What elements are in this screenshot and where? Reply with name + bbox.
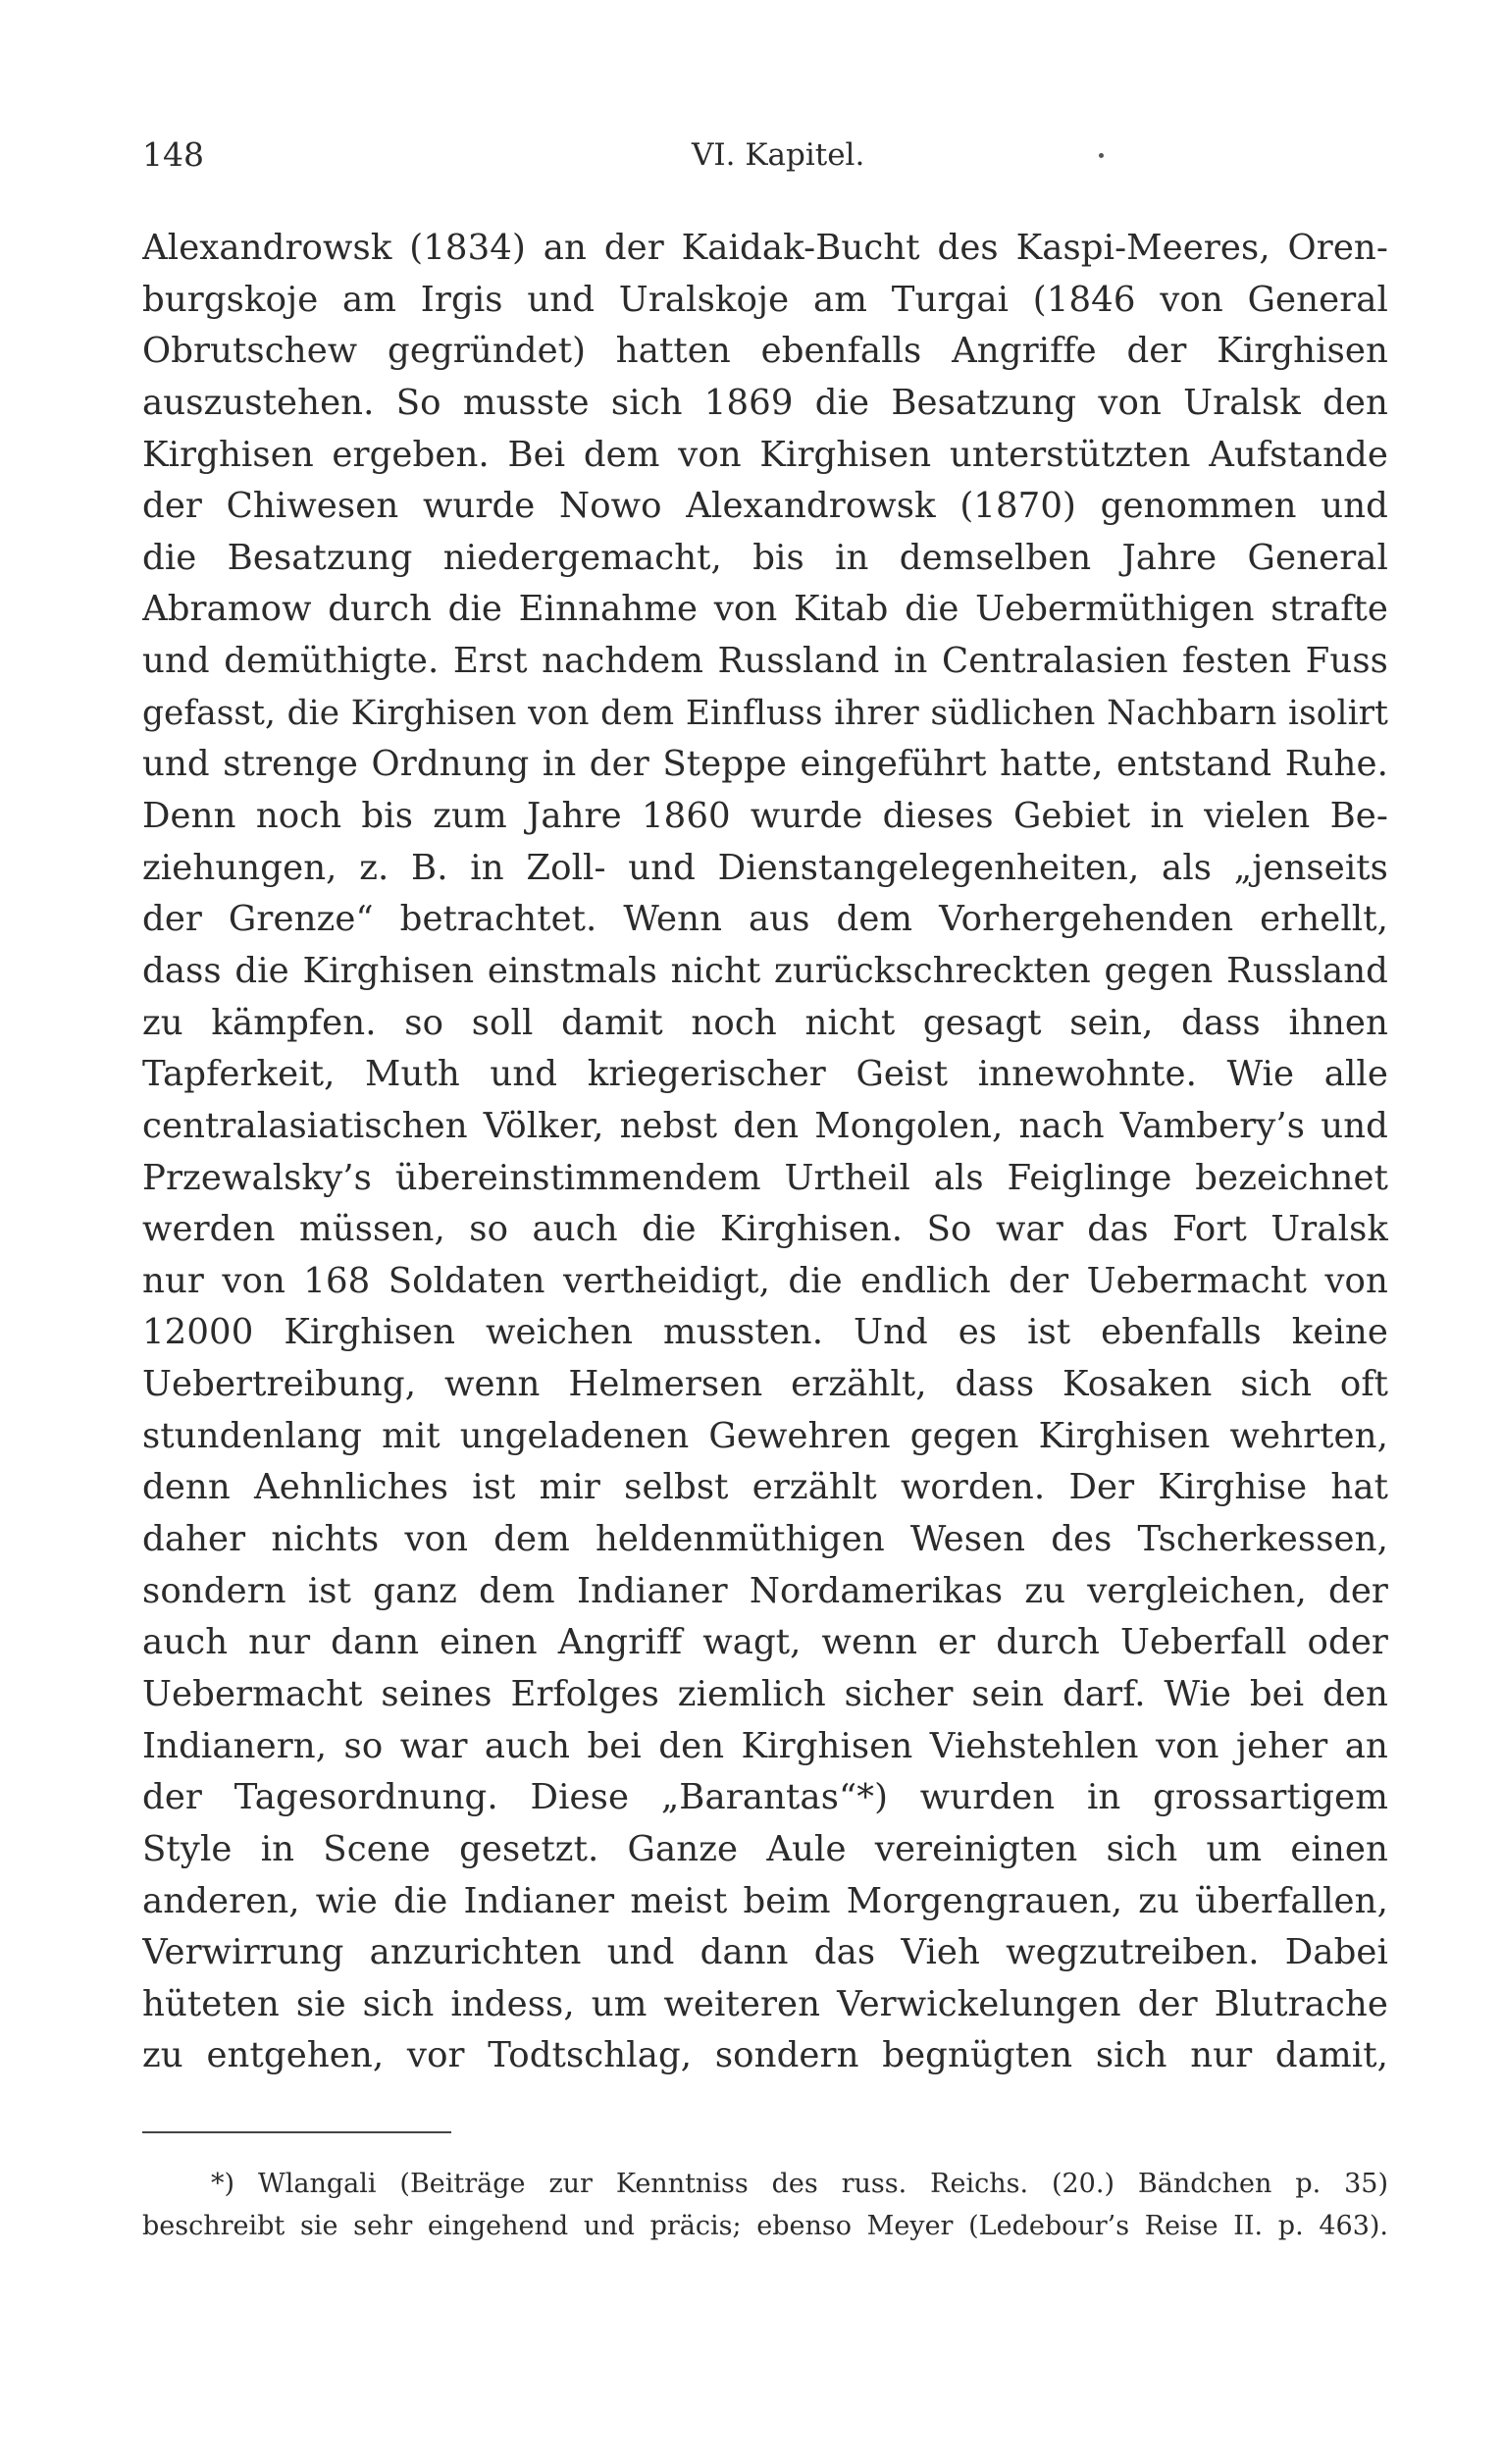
footnote-line: beschreibt sie sehr eingehend und präcis; ebenso Meyer (Ledebour’s Reise II. p. 463).	[142, 2211, 1388, 2241]
text-line: hüteten sie sich indess, um weiteren Verwickelungen der Blutrache	[142, 1983, 1388, 2024]
page-header	[142, 135, 1388, 175]
text-line: Kirghisen ergeben. Bei dem von Kirghisen unterstützten Aufstande	[142, 434, 1388, 475]
text-line: stundenlang mit ungeladenen Gewehren gegen Kirghisen wehrten,	[142, 1415, 1388, 1456]
footnote-line: *) Wlangali (Beiträge zur Kenntniss des russ. Reichs. (20.) Bändchen p. 35)	[211, 2169, 1388, 2199]
text-line: Denn noch bis zum Jahre 1860 wurde dieses Gebiet in vielen Be-	[142, 796, 1388, 837]
text-line: ziehungen, z. B. in Zoll- und Dienstangelegenheiten, als „jenseits	[142, 847, 1388, 888]
text-line: Alexandrowsk (1834) an der Kaidak-Bucht des Kaspi-Meeres, Oren-	[142, 228, 1388, 268]
text-line: Abramow durch die Einnahme von Kitab die Uebermüthigen strafte	[142, 589, 1388, 630]
text-line: zu kämpfen. so soll damit noch nicht gesagt sein, dass ihnen	[142, 1002, 1388, 1043]
text-line: 12000 Kirghisen weichen mussten. Und es ist ebenfalls keine	[142, 1312, 1388, 1353]
running-head: VI. Kapitel.	[692, 137, 865, 173]
text-line: centralasiatischen Völker, nebst den Mongolen, nach Vambery’s und	[142, 1105, 1388, 1146]
text-line: gefasst, die Kirghisen von dem Einfluss ihrer südlichen Nachbarn isolirt	[142, 693, 1388, 733]
footnote-separator	[142, 2131, 451, 2133]
text-line: anderen, wie die Indianer meist beim Morgengrauen, zu überfallen,	[142, 1880, 1388, 1921]
text-line: denn Aehnliches ist mir selbst erzählt worden. Der Kirghise hat	[142, 1467, 1388, 1508]
text-line: nur von 168 Soldaten vertheidigt, die endlich der Uebermacht von	[142, 1260, 1388, 1301]
text-line: Style in Scene gesetzt. Ganze Aule vereinigten sich um einen	[142, 1828, 1388, 1869]
text-line: die Besatzung niedergemacht, bis in demselben Jahre General	[142, 537, 1388, 578]
text-line: daher nichts von dem heldenmüthigen Wesen des Tscherkessen,	[142, 1519, 1388, 1560]
text-line: dass die Kirghisen einstmals nicht zurückschreckten gegen Russland	[142, 950, 1388, 991]
footnote	[142, 2163, 1388, 2247]
page-number: 148	[142, 135, 204, 174]
text-line: sondern ist ganz dem Indianer Nordamerikas zu vergleichen, der	[142, 1570, 1388, 1611]
text-line: und demüthigte. Erst nachdem Russland in Centralasien festen Fuss	[142, 641, 1388, 682]
body-text	[142, 223, 1388, 2082]
text-line: Obrutschew gegründet) hatten ebenfalls Angriffe der Kirghisen	[142, 331, 1388, 372]
text-line: Verwirrung anzurichten und dann das Vieh wegzutreiben. Dabei	[142, 1932, 1388, 1973]
text-line: Tapferkeit, Muth und kriegerischer Geist innewohnte. Wie alle	[142, 1054, 1388, 1095]
text-line: der Tagesordnung. Diese „Barantas“*) wurden in grossartigem	[142, 1777, 1388, 1818]
text-line: Uebermacht seines Erfolges ziemlich sicher sein darf. Wie bei den	[142, 1673, 1388, 1714]
text-line: und strenge Ordnung in der Steppe eingeführt hatte, entstand Ruhe.	[142, 744, 1388, 785]
ink-dot	[1099, 153, 1104, 158]
text-line: werden müssen, so auch die Kirghisen. So war das Fort Uralsk	[142, 1209, 1388, 1250]
text-line: der Chiwesen wurde Nowo Alexandrowsk (1870) genommen und	[142, 486, 1388, 527]
text-line: Indianern, so war auch bei den Kirghisen Viehstehlen von jeher an	[142, 1725, 1388, 1766]
text-line: burgskoje am Irgis und Uralskoje am Turgai (1846 von General	[142, 279, 1388, 320]
text-line: zu entgehen, vor Todtschlag, sondern begnügten sich nur damit,	[142, 2035, 1388, 2076]
text-line: auszustehen. So musste sich 1869 die Besatzung von Uralsk den	[142, 382, 1388, 423]
text-line: der Grenze“ betrachtet. Wenn aus dem Vorhergehenden erhellt,	[142, 899, 1388, 940]
text-line: auch nur dann einen Angriff wagt, wenn er durch Ueberfall oder	[142, 1622, 1388, 1663]
text-line: Uebertreibung, wenn Helmersen erzählt, dass Kosaken sich oft	[142, 1364, 1388, 1405]
text-line: Przewalsky’s übereinstimmendem Urtheil als Feiglinge bezeichnet	[142, 1157, 1388, 1198]
